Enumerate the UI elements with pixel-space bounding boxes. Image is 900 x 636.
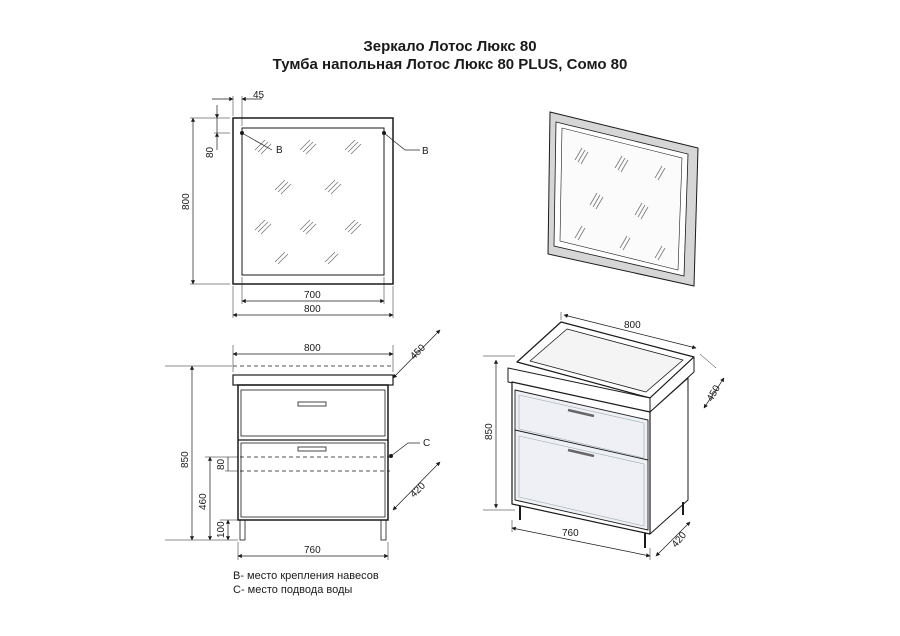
dim-iso-body-depth: 420 <box>669 530 690 550</box>
dim-mirror-height: 800 <box>181 193 192 210</box>
title-mirror: Зеркало Лотос Люкс 80 <box>363 38 537 55</box>
mirror-perspective-view <box>548 112 698 286</box>
dim-iso-width: 800 <box>624 320 641 331</box>
dim-iso-depth: 450 <box>705 383 723 404</box>
cabinet-front-view <box>165 330 440 560</box>
dim-mirror-inner-width: 700 <box>304 290 321 301</box>
dim-cabinet-80: 80 <box>216 458 227 470</box>
mirror-outer-frame <box>233 118 393 284</box>
dim-iso-height: 850 <box>484 423 495 440</box>
legend-c: С- место подвода воды <box>233 584 353 596</box>
dim-cabinet-top-width: 800 <box>304 343 321 354</box>
mark-b-left: B <box>276 145 283 156</box>
dim-mirror-outer-width: 800 <box>304 304 321 315</box>
cabinet-iso-view <box>483 312 724 560</box>
dim-cabinet-body-depth: 420 <box>408 480 428 501</box>
mark-b-right: B <box>422 146 429 157</box>
mark-c: C <box>423 438 431 449</box>
dim-cabinet-height: 850 <box>180 451 191 468</box>
mirror-inner-frame <box>242 128 384 275</box>
dim-cabinet-bottom-width: 760 <box>304 545 321 556</box>
dim-cabinet-top-depth: 450 <box>408 342 428 363</box>
mirror-front-view <box>190 96 420 318</box>
dim-mirror-offset-45: 45 <box>253 90 265 101</box>
legend-b: В- место крепления навесов <box>233 570 379 582</box>
title-cabinet: Тумба напольная Лотос Люкс 80 PLUS, Сомо 80 <box>272 56 628 73</box>
drawer-handle-lower <box>298 447 326 451</box>
mirror-reflection-hatch <box>255 140 361 264</box>
dim-mirror-80: 80 <box>205 146 216 158</box>
dim-cabinet-460: 460 <box>198 493 209 510</box>
dim-cabinet-legs: 100 <box>216 521 227 538</box>
dim-iso-body-width: 760 <box>562 528 579 539</box>
drawer-handle-upper <box>298 402 326 406</box>
